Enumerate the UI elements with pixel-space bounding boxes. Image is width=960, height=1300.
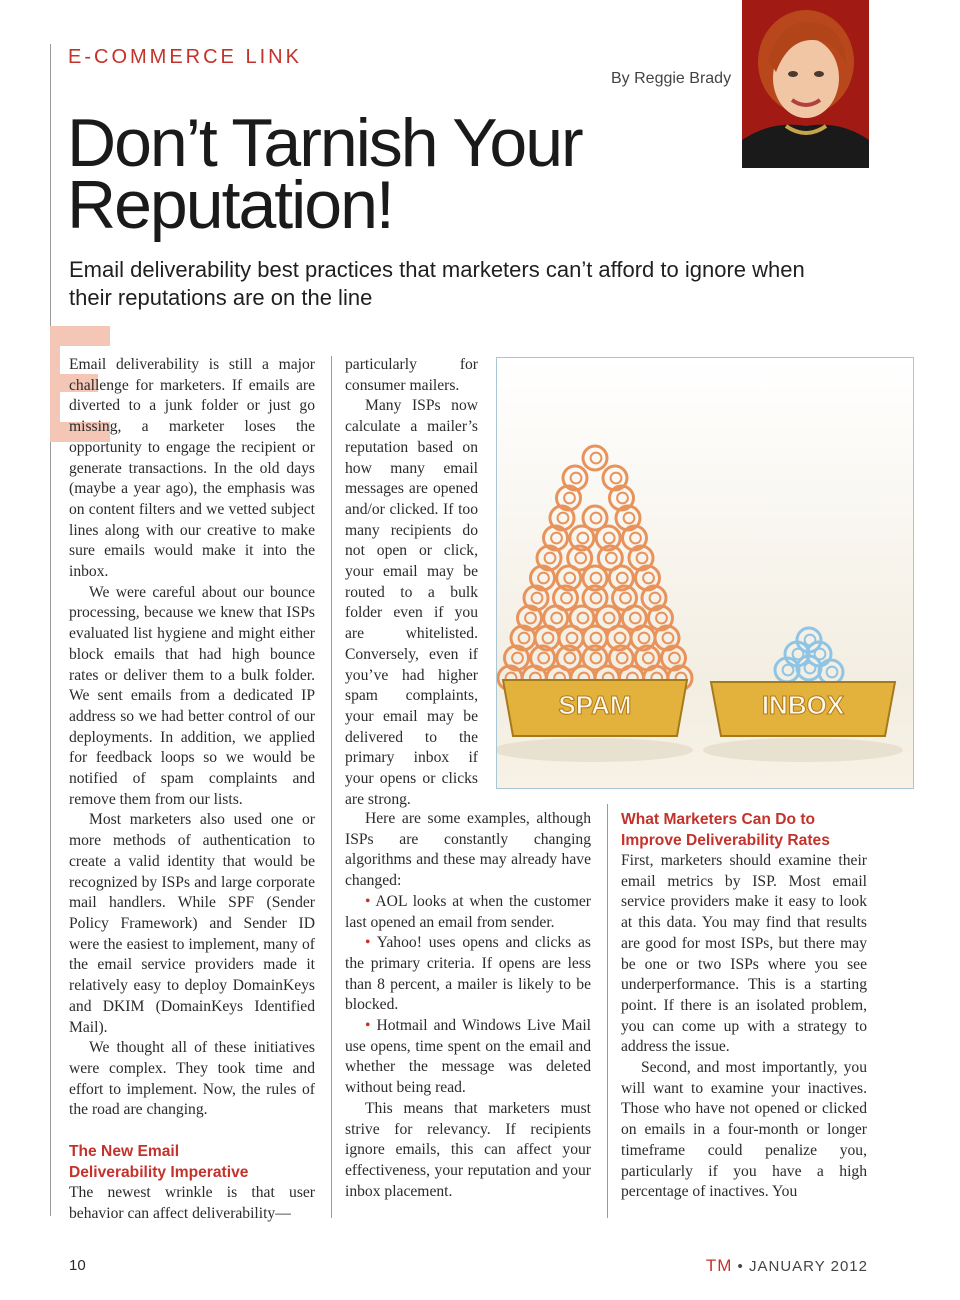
bullet-text: Hotmail and Windows Live Mail use opens, time spent on the email and whether the message was deleted without being read.	[345, 1017, 592, 1097]
body-paragraph: Email deliverability is still a major challenge for marketers. If emails are diverted to a junk folder or just go missing, a marketer loses the opportunity to engage the recipient or generate transactions. In the old days (maybe a year ago), the emphasis was on content filters and we vetted subject lines along with our creative to make sure emails would make it into the inbox.	[69, 356, 315, 581]
body-paragraph: The newest wrinkle is that user behavior can affect deliverability—	[69, 1184, 315, 1222]
column-rule-1	[331, 356, 332, 1218]
body-paragraph: This means that marketers must strive for relevancy. If recipients ignore emails, this can affect your effectiveness, your reputation and your inbox placement.	[345, 1099, 591, 1200]
spam-basket-label: SPAM	[558, 690, 632, 720]
author-byline: By Reggie Brady	[611, 70, 732, 87]
article-column-2-bottom	[345, 809, 591, 1202]
bullet-text: AOL looks at when the customer last opened an email from sender.	[345, 892, 591, 931]
issue-date: JANUARY 2012	[748, 1258, 868, 1275]
article-column-3	[621, 809, 867, 1203]
bullet-item	[345, 892, 591, 933]
subhead-line-1: The New Email	[69, 1143, 180, 1161]
body-paragraph: We were careful about our bounce processing, because we knew that ISPs evaluated list hygiene and might either block emails that had high bounce rates or deliver them to a bulk folder. We sent emails from a dedicated IP address so we had better control of our deployments. In addition, we applied for feedback loops so we would be notified of spam complaints and remove them from our lists.	[69, 583, 315, 808]
bullet-marker: •	[365, 892, 371, 910]
body-paragraph: particularly for consumer mailers.	[345, 356, 478, 394]
left-column-rule	[50, 44, 51, 1216]
column-rule-2	[607, 804, 608, 1218]
article-deck: Email deliverability best practices that marketers can’t afford to ignore when their reputations are on the line	[69, 257, 805, 310]
body-paragraph: First, marketers should examine their email metrics by ISP. Most email service providers make it easy to look at this data. You may find that results are good for most ISPs, but there may be one or two ISPs where you see underperformance. This is a starting point. If there is an isolated problem, you can come up with a strategy to address the issue.	[621, 852, 867, 1056]
body-paragraph: We thought all of these initiatives were complex. They took time and effort to implement. Now, the rules of the road are changing.	[69, 1039, 315, 1119]
article-column-2-top	[345, 355, 478, 810]
bullet-marker: •	[365, 1017, 371, 1035]
section-label: E-COMMERCE LINK	[68, 46, 302, 68]
body-paragraph: Many ISPs now calculate a mailer’s reputation based on how many email messages are opened and/or clicked. If too many recipients do not open or click, your email may be routed to a bulk folder even if you are whitelisted. Conversely, even if you’ve had higher spam complaints, your email may be delivered to the primary inbox if your opens or clicks are strong.	[345, 397, 478, 808]
bullet-marker: •	[365, 934, 371, 952]
article-headline	[67, 105, 707, 243]
subhead-line-1: What Marketers Can Do to	[621, 811, 816, 828]
section-subhead	[621, 809, 867, 851]
bullet-item	[345, 933, 591, 1016]
inbox-basket	[711, 682, 895, 736]
footer-separator: •	[737, 1258, 744, 1275]
headline-line-2: Reputation!	[67, 167, 393, 243]
article-column-1	[69, 355, 315, 1224]
subhead-line-2: Improve Deliverability Rates	[621, 832, 830, 849]
subhead-line-2: Deliverability Imperative	[69, 1164, 249, 1182]
body-paragraph: Second, and most importantly, you will want to examine your inactives. Those who have not opened or clicked on emails in a four-month or longer timeframe could penalize you, particularly if you have a high percentage of inactives. You	[621, 1059, 867, 1201]
bullet-item	[345, 1016, 591, 1099]
section-subhead	[69, 1141, 315, 1183]
inbox-basket-label: INBOX	[761, 690, 845, 720]
page-number: 10	[69, 1257, 86, 1274]
spam-basket	[503, 680, 687, 736]
bullet-text: Yahoo! uses opens and clicks as the primary criteria. If opens are less than 8 percent, a mailer is likely to be blocked.	[345, 934, 591, 1014]
author-photo	[742, 0, 869, 168]
magazine-brand: TM	[705, 1256, 733, 1275]
headline-line-1: Don’t Tarnish Your	[67, 105, 582, 181]
body-paragraph: Here are some examples, although ISPs are constantly changing algorithms and these may already have changed:	[345, 810, 591, 890]
issue-footer	[706, 1256, 868, 1276]
spam-inbox-illustration	[496, 357, 914, 789]
body-paragraph: Most marketers also used one or more methods of authentication to create a valid identity that would be recognized by ISPs and large corporate mail handlers. While SPF (Sender Policy Framework) and Sender ID were the easiest to implement, many of the email service providers made it relatively easy to deploy DomainKeys and DKIM (DomainKeys Identified Mail).	[69, 811, 315, 1036]
